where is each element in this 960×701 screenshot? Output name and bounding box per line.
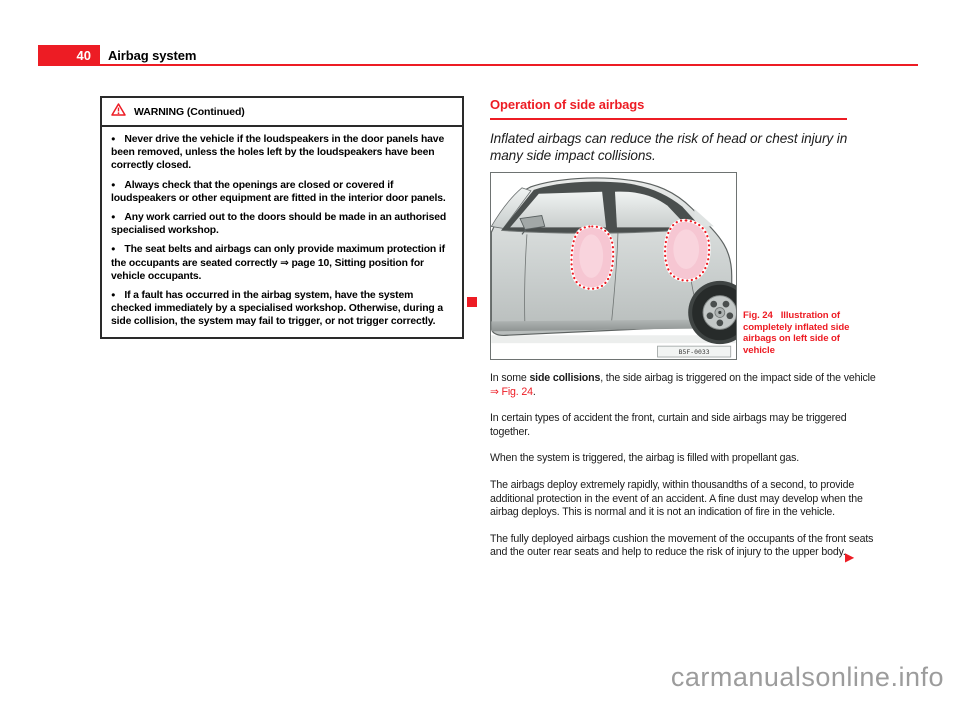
warning-box-header: [102, 98, 462, 127]
warning-bullet-text: The seat belts and airbags can only provide maximum protection if the occupants are seated correctly ⇒ page 10, Sitting position for vehicle occupants.: [111, 244, 445, 282]
continued-marker-icon: ▶: [845, 550, 855, 564]
warning-bullet: [111, 289, 453, 329]
page-number-box: [38, 45, 100, 66]
warning-bullet-text: Any work carried out to the doors should be made in an authorised specialised workshop.: [111, 212, 447, 237]
rear-side-airbag: [665, 220, 709, 280]
figure-image-code: B5F-0033: [678, 348, 710, 357]
car-illustration: [491, 173, 736, 359]
warning-bullet-text: Always check that the openings are closed or covered if loudspeakers or other equipment are fitted in the interior door panels.: [111, 179, 446, 204]
bullet-icon: ●: [111, 212, 116, 222]
body-paragraph: The fully deployed airbags cushion the movement of the occupants of the front seats and the outer rear seats and help to reduce the risk of injury to the upper body.: [490, 532, 874, 559]
paragraph-text: , the side airbag is triggered on the impact side of the vehicle: [600, 372, 876, 384]
bold-term: side collisions: [529, 372, 601, 384]
lead-paragraph: Inflated airbags can reduce the risk of head or chest injury in many side impact collisions.: [490, 131, 848, 163]
figure-reference: ⇒ Fig. 24: [490, 385, 533, 398]
rocker-panel: [491, 319, 719, 331]
body-paragraph: In certain types of accident the front, curtain and side airbags may be triggered together.: [490, 412, 847, 438]
warning-bullet: [111, 133, 453, 173]
paragraph-text: .: [532, 385, 536, 398]
warning-bullet: [111, 179, 453, 205]
figure-frame: [490, 172, 737, 360]
warning-triangle-icon: [111, 103, 126, 121]
front-side-airbag: [571, 226, 613, 288]
section-end-marker: [467, 297, 477, 307]
paragraph-text: In some: [490, 372, 530, 384]
warning-box-body: [102, 127, 462, 337]
section-heading: Operation of side airbags: [490, 97, 847, 120]
warning-bullet: [111, 211, 453, 237]
section-body: [490, 372, 876, 573]
figure-caption: [743, 310, 867, 356]
warning-bullet-text: Never drive the vehicle if the loudspeakers in the door panels have been removed, unless the holes left by the loudspeakers have been correctly closed.: [111, 134, 445, 172]
warning-title: WARNING (Continued): [134, 106, 245, 118]
warning-box: [100, 96, 464, 339]
body-paragraph: When the system is triggered, the airbag is filled with propellant gas.: [490, 452, 800, 465]
warning-bullet: [111, 243, 453, 283]
figure-caption-text: Illustration of completely inflated side airbags on left side of vehicle: [743, 310, 850, 356]
bullet-icon: ●: [111, 179, 116, 189]
body-paragraph: [490, 372, 876, 399]
bullet-icon: ●: [111, 244, 116, 254]
bullet-icon: ●: [111, 290, 116, 300]
bullet-icon: ●: [111, 134, 116, 143]
header-rule: [100, 64, 918, 66]
side-mirror: [520, 216, 545, 230]
warning-bullet-text: If a fault has occurred in the airbag system, have the system checked immediately by a specialised workshop. Otherwise, during a side collision, the system may fail to trigger, or not trigger correctly.: [111, 290, 443, 328]
chapter-title: Airbag system: [108, 48, 197, 63]
figure-label: Fig. 24: [743, 310, 773, 321]
watermark: carmanualsonline.info: [670, 662, 944, 692]
ground-shadow: [491, 335, 735, 343]
page-number: 40: [76, 48, 91, 63]
figure-code-plate: [658, 346, 731, 357]
operation-section: [490, 97, 876, 164]
body-paragraph: The airbags deploy extremely rapidly, within thousandths of a second, to provide additional protection in the event of an accident. A fine dust may develop when the airbag deploys. This is normal and it is not an indication of fire in the vehicle.: [490, 478, 863, 519]
